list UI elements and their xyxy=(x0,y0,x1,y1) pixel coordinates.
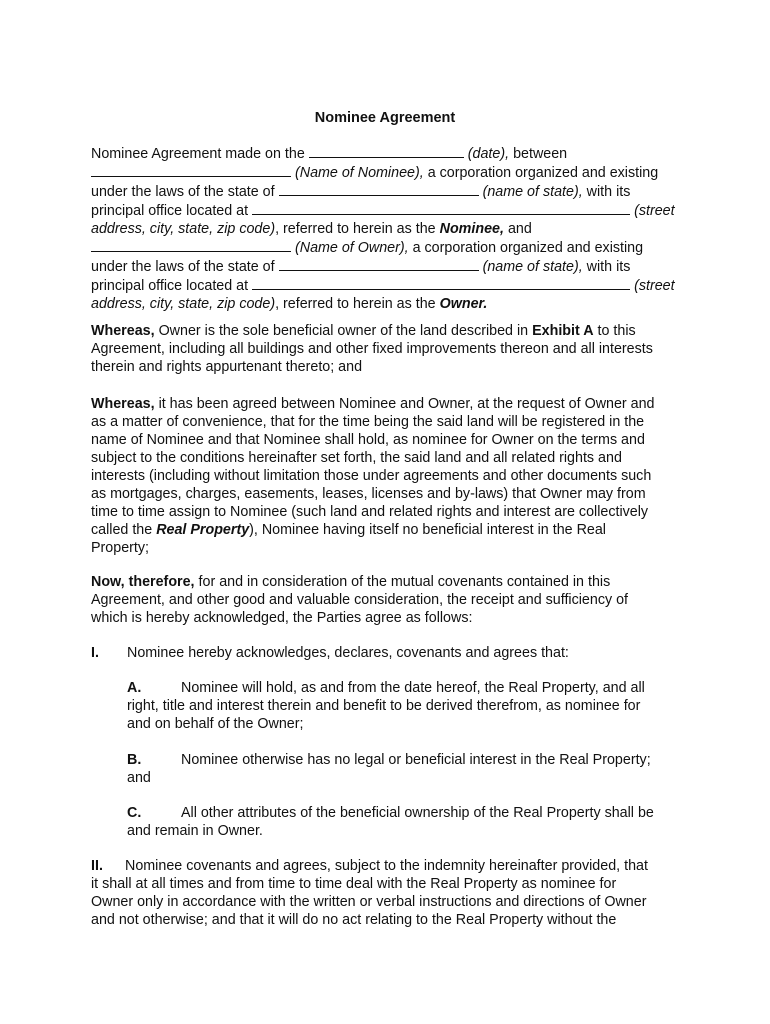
nominee-address-blank[interactable] xyxy=(252,201,630,215)
subsection-c: C. All other attributes of the beneficial ownership of the Real Property shall be and remain in Owner. xyxy=(127,805,654,839)
section-2: II. Nominee covenants and agrees, subject to the indemnity hereinafter provided, that it shall at all times and from time to time deal with the Real Property as nominee for Owner only in accordance with the written or verbal instructions and directions of Owner and not otherwise; and that it will do no act relating to the Real Property without the xyxy=(91,858,648,928)
subsection-c-letter: C. xyxy=(127,805,142,821)
whereas-paragraph-2: Whereas, it has been agreed between Nominee and Owner, at the request of Owner and as a matter of convenience, that for the time being the said land will be registered in the name of Nominee and that Nominee shall hold, as nominee for Owner on the terms and subject to the conditions hereinafter set forth, the said land and all related rights and interests (including without limitation those under agreements and other documents such as mortgages, charges, easements, leases, licenses and by-laws) that Owner may from time to time assign to Nominee (such land and related rights and interest are collectively called the Real Property), Nominee having itself no beneficial interest in the Real Property; xyxy=(91,396,655,556)
section-1-number: I. xyxy=(91,645,99,661)
subsection-b: B. Nominee otherwise has no legal or beneficial interest in the Real Property; and xyxy=(127,752,651,786)
nominee-term: Nominee, xyxy=(439,221,504,237)
owner-term: Owner. xyxy=(439,296,488,312)
nominee-state-blank[interactable] xyxy=(279,182,479,196)
whereas-paragraph-1: Whereas, Owner is the sole beneficial owner of the land described in Exhibit A to this Agreement, including all buildings and other fixed improvements thereon and all interests therein and rights appurtenant thereto; and xyxy=(91,323,653,375)
subsection-b-letter: B. xyxy=(127,752,142,768)
owner-state-blank[interactable] xyxy=(279,257,479,271)
date-blank[interactable] xyxy=(309,144,464,158)
owner-address-blank[interactable] xyxy=(252,276,630,290)
nominee-name-blank[interactable] xyxy=(91,163,291,177)
now-therefore-paragraph: Now, therefore, for and in consideration of the mutual covenants contained in this Agreement, and other good and valuable consideration, the receipt and sufficiency of which is hereby acknowledged, the Parties agree as follows: xyxy=(91,574,629,626)
document-title: Nominee Agreement xyxy=(314,110,456,126)
section-1: I. Nominee hereby acknowledges, declares, covenants and agrees that: xyxy=(91,645,569,661)
intro-paragraph: Nominee Agreement made on the (date), between (Name of Nominee), a corporation organized and existing under the laws of the state of (name of state), with its principal office located at (street address, city, state, zip code), referred to herein as the Nominee, and (Name of Owner), a corporation organized and existing under the laws of the state of (name of state), with its principal office located at (street address, city, state, zip code), referred to herein as the Owner. xyxy=(91,146,675,312)
subsection-a-letter: A. xyxy=(127,680,142,696)
owner-name-blank[interactable] xyxy=(91,238,291,252)
real-property-term: Real Property xyxy=(156,522,250,538)
subsection-a: A. Nominee will hold, as and from the date hereof, the Real Property, and all right, title and interest therein and benefit to be derived therefrom, as nominee for and on behalf of the Owner; xyxy=(127,680,645,732)
section-2-number: II. xyxy=(91,858,103,874)
